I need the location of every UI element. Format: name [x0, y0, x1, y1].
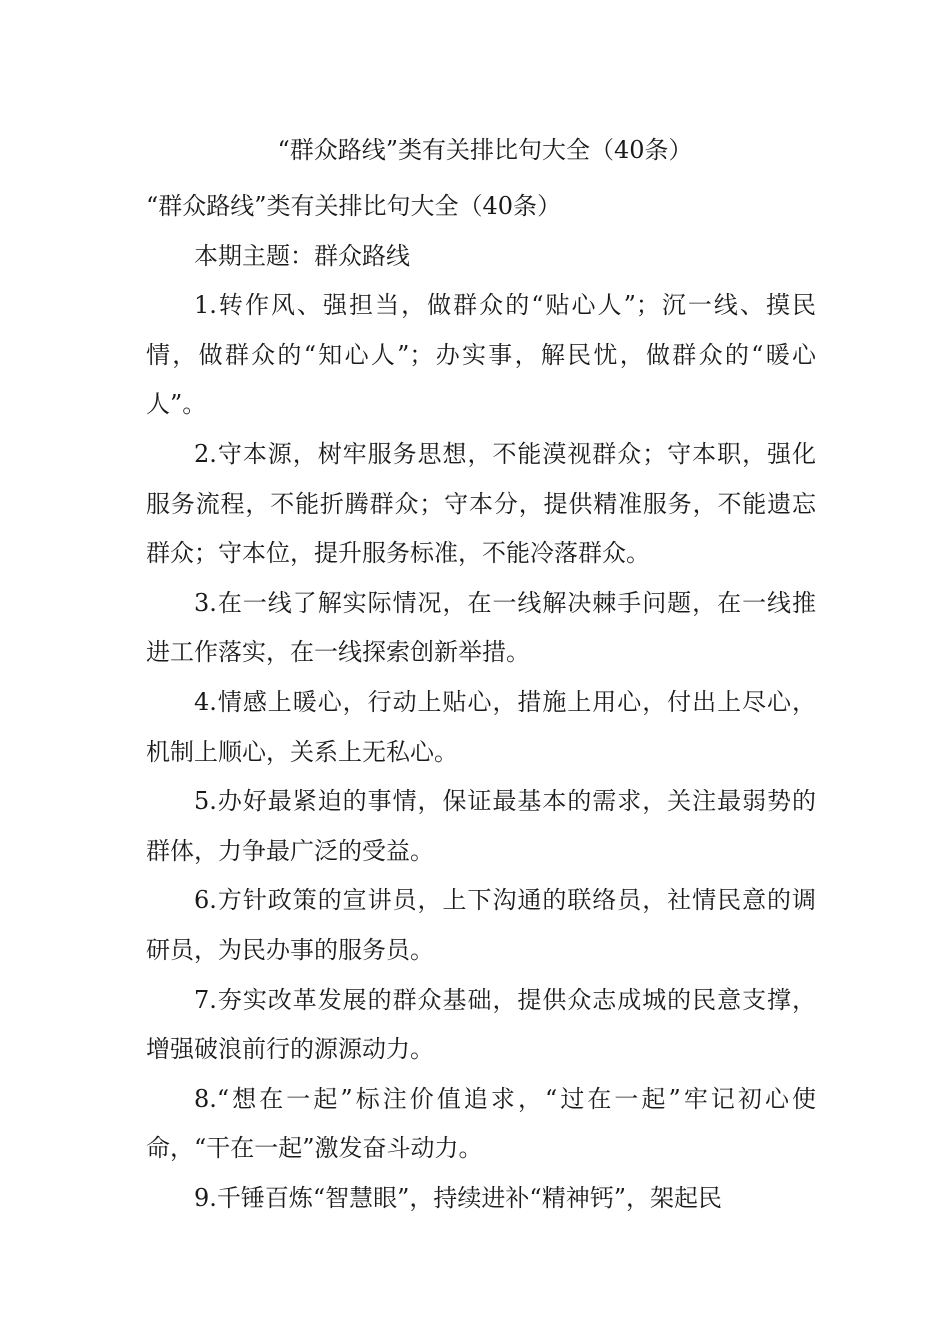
list-item: 3.在一线了解实际情况，在一线解决棘手问题，在一线推进工作落实，在一线探索创新举措。: [146, 588, 816, 667]
theme-line: 本期主题：群众路线: [194, 241, 410, 270]
list-item: 9.千锤百炼“智慧眼”，持续进补“精神钙”，架起民: [194, 1183, 722, 1212]
list-item: 5.办好最紧迫的事情，保证最基本的需求，关注最弱势的群体，力争最广泛的受益。: [146, 787, 816, 865]
list-item: 2.守本源，树牢服务思想，不能漠视群众；守本职，强化服务流程，不能折腾群众；守本分，提供精准服务，不能遗忘群众；守本位，提升服务标准，不能冷落群众。: [146, 439, 816, 568]
page-title: “群众路线”类有关排比句大全（40条）: [277, 136, 693, 164]
list-item: 7.夯实改革发展的群众基础，提供众志成城的民意支撑，增强破浪前行的源源动力。: [146, 985, 816, 1064]
list-item: 1.转作风、强担当，做群众的“贴心人”；沉一线、摸民情，做群众的“知心人”；办实事，解民忧，做群众的“暖心人”。: [146, 291, 816, 419]
list-item: 6.方针政策的宣讲员，上下沟通的联络员，社情民意的调研员，为民办事的服务员。: [146, 886, 816, 964]
document-subtitle: “群众路线”类有关排比句大全（40条）: [146, 192, 562, 220]
document-body: [146, 182, 816, 1223]
list-item: 4.情感上暖心，行动上贴心，措施上用心，付出上尽心，机制上顺心，关系上无私心。: [146, 687, 816, 766]
list-item: 8.“想在一起”标注价值追求，“过在一起”牢记初心使命，“干在一起”激发奋斗动力。: [146, 1084, 816, 1163]
